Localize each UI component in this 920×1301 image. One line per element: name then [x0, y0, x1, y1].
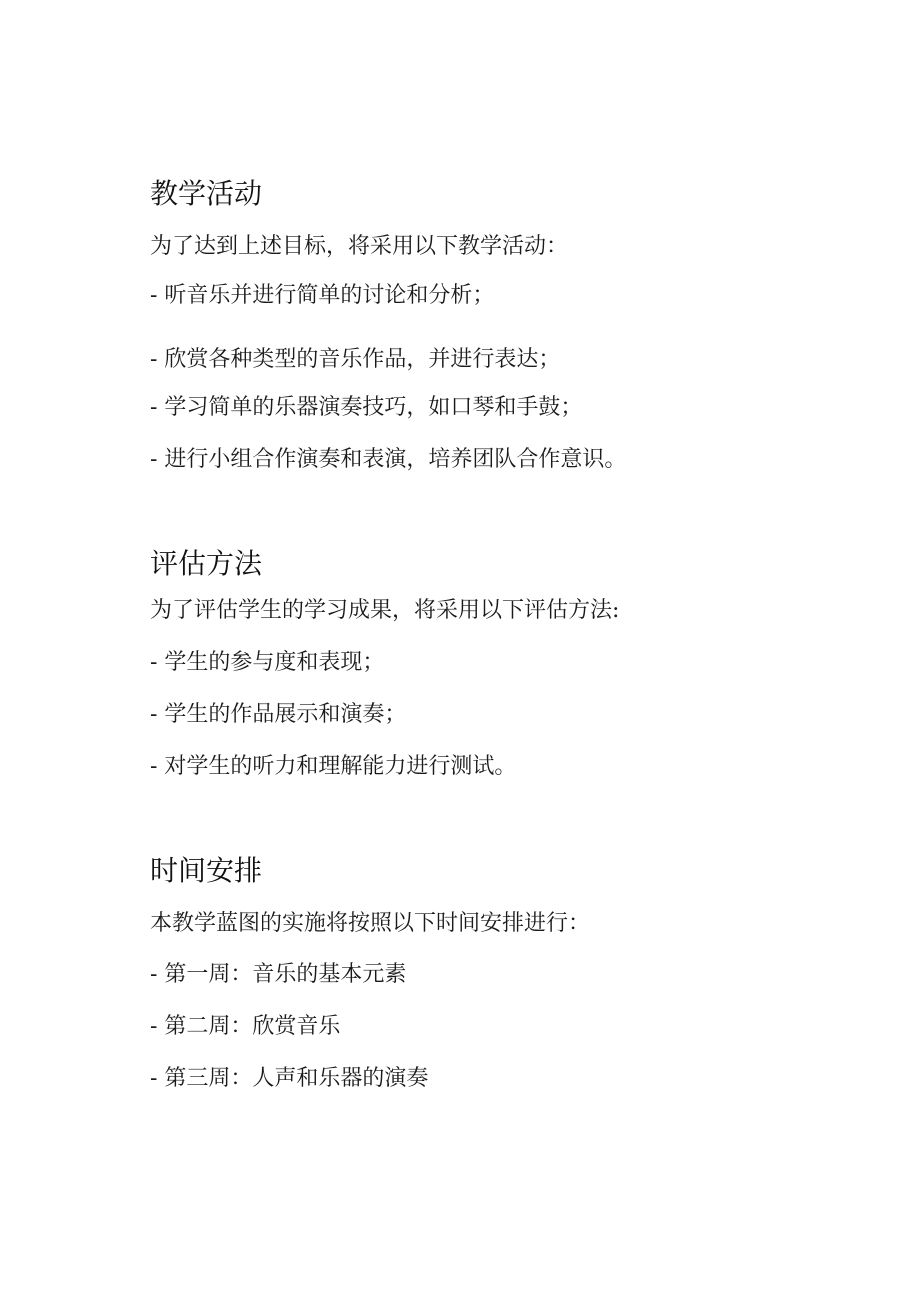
list-item: - 第一周：音乐的基本元素	[150, 962, 407, 987]
list-item: - 进行小组合作演奏和表演，培养团队合作意识。	[150, 447, 627, 472]
list-item: - 学习简单的乐器演奏技巧，如口琴和手鼓；	[150, 395, 583, 420]
section-intro-schedule: 本教学蓝图的实施将按照以下时间安排进行：	[150, 911, 591, 936]
section-heading-schedule: 时间安排	[150, 854, 263, 887]
list-item: - 学生的参与度和表现；	[150, 650, 385, 675]
section-heading-assessment-methods: 评估方法	[150, 547, 263, 580]
list-item: - 听音乐并进行简单的讨论和分析；	[150, 283, 495, 308]
section-heading-teaching-activities: 教学活动	[150, 177, 263, 210]
list-item: - 对学生的听力和理解能力进行测试。	[150, 754, 517, 779]
section-intro-teaching-activities: 为了达到上述目标，将采用以下教学活动：	[150, 234, 569, 259]
section-intro-assessment-methods: 为了评估学生的学习成果，将采用以下评估方法:	[150, 598, 620, 623]
list-item: - 学生的作品展示和演奏；	[150, 702, 407, 727]
list-item: - 第二周：欣赏音乐	[150, 1014, 341, 1039]
list-item: - 欣赏各种类型的音乐作品，并进行表达；	[150, 347, 561, 372]
list-item: - 第三周：人声和乐器的演奏	[150, 1066, 429, 1091]
